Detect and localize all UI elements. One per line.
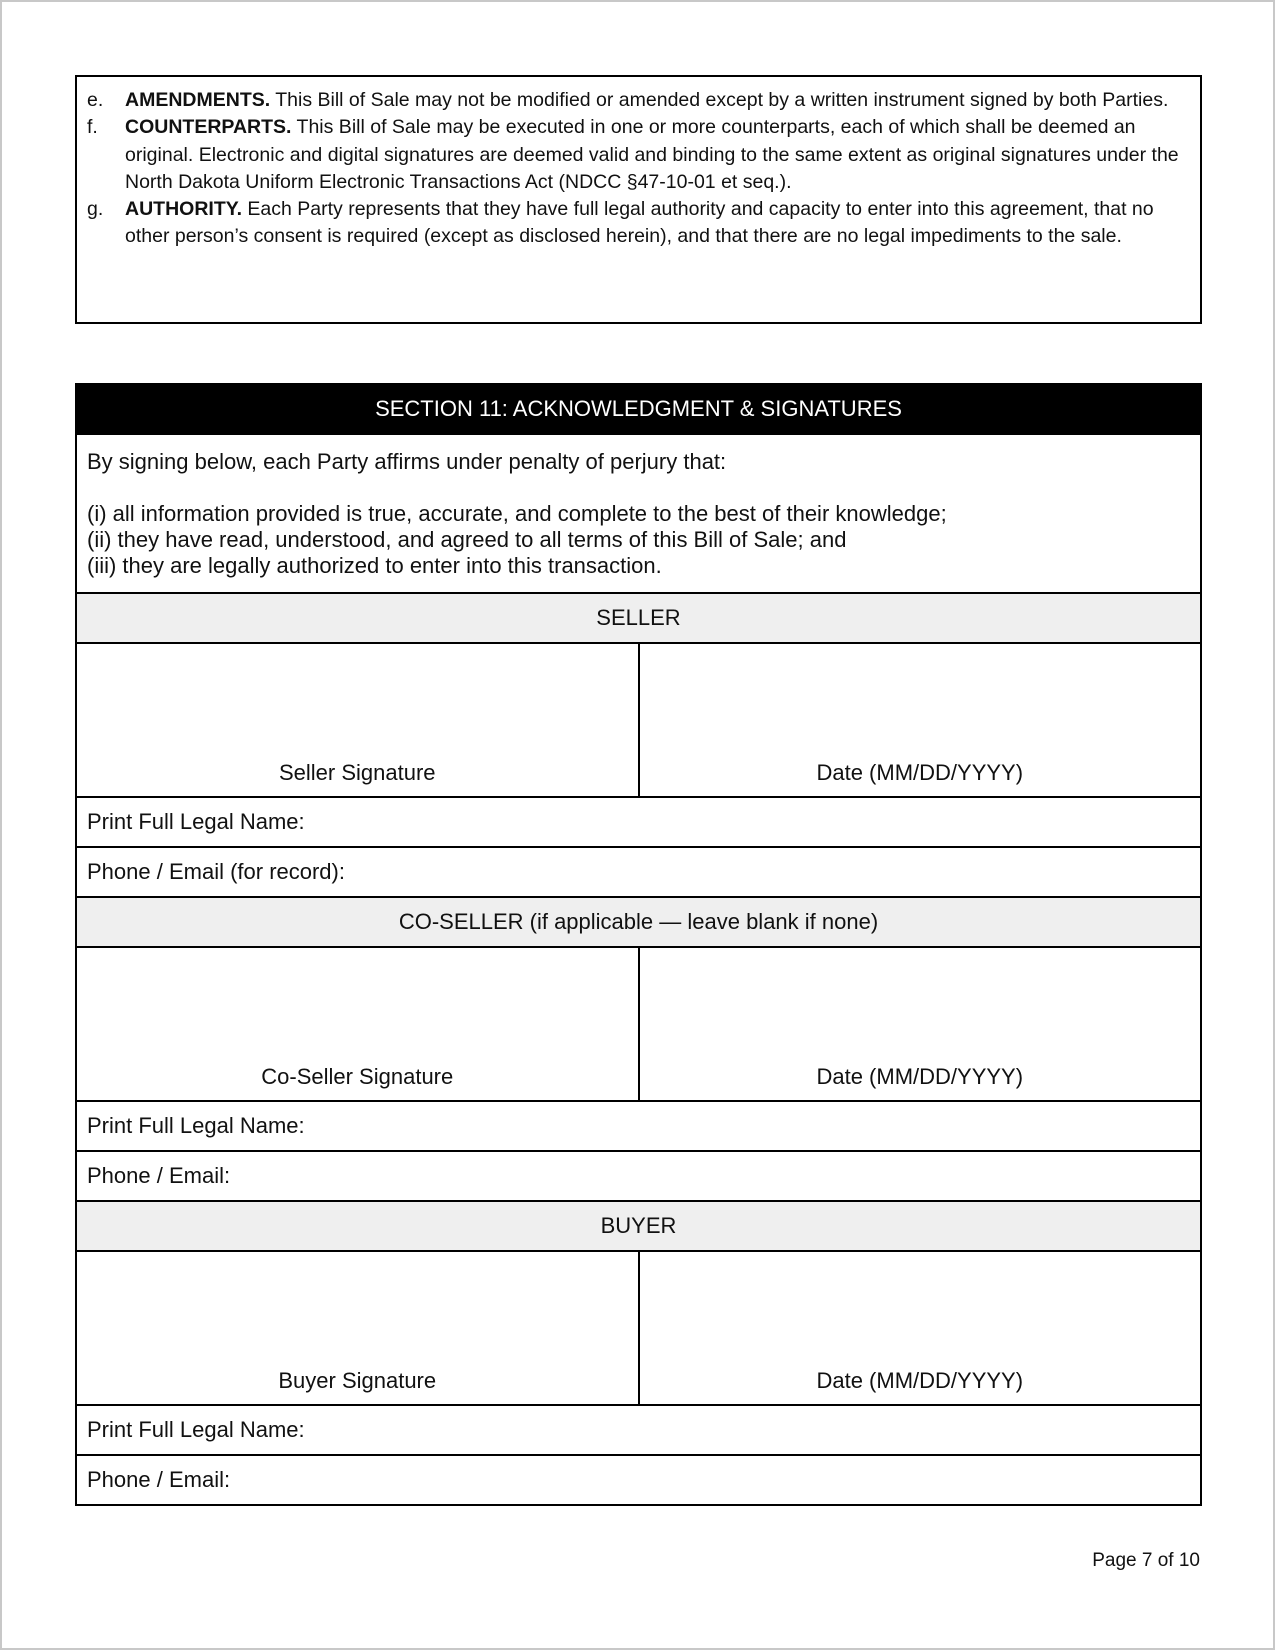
seller-heading: SELLER: [77, 592, 1200, 642]
clause-title: AMENDMENTS.: [125, 89, 271, 111]
clause-letter: g.: [87, 198, 104, 221]
coseller-name-field[interactable]: [77, 1100, 1200, 1150]
coseller-signature-row: [77, 946, 1200, 1100]
coseller-contact-label: Phone / Email:: [87, 1163, 231, 1188]
buyer-signature-field[interactable]: [77, 1252, 640, 1404]
coseller-contact-field[interactable]: [77, 1150, 1200, 1200]
buyer-signature-row: [77, 1250, 1200, 1404]
affirmation-item: (i) all information provided is true, accurate, and complete to the best of their knowledge;: [87, 501, 947, 526]
coseller-heading: CO-SELLER (if applicable — leave blank if none): [77, 896, 1200, 946]
section-title: SECTION 11: ACKNOWLEDGMENT & SIGNATURES: [77, 385, 1200, 433]
seller-signature-field[interactable]: [77, 644, 640, 796]
clause-amendments: [87, 87, 1190, 114]
affirmation-item: (iii) they are legally authorized to enter into this transaction.: [87, 553, 662, 578]
buyer-contact-field[interactable]: [77, 1454, 1200, 1504]
clause-counterparts: [87, 114, 1190, 196]
buyer-date-field[interactable]: [640, 1252, 1201, 1404]
buyer-name-field[interactable]: [77, 1404, 1200, 1454]
coseller-date-field[interactable]: [640, 948, 1201, 1100]
seller-contact-label: Phone / Email (for record):: [87, 859, 345, 884]
coseller-date-label: Date (MM/DD/YYYY): [816, 1064, 1024, 1089]
page-number: Page 7 of 10: [1092, 1550, 1200, 1571]
buyer-date-label: Date (MM/DD/YYYY): [816, 1368, 1024, 1393]
buyer-signature-label: Buyer Signature: [278, 1368, 437, 1393]
clause-body: This Bill of Sale may not be modified or amended except by a written instrument signed by both Parties.: [270, 89, 1169, 111]
clause-letter: e.: [87, 89, 104, 111]
affirmation-text: [77, 433, 1200, 592]
seller-date-label: Date (MM/DD/YYYY): [816, 760, 1024, 785]
clause-title: COUNTERPARTS.: [125, 116, 292, 139]
buyer-contact-label: Phone / Email:: [87, 1467, 231, 1492]
clause-body: This Bill of Sale may be executed in one or more counterparts, each of which shall be deemed an original. Electronic and digital signatures are deemed valid and binding to the same extent as original signatures under the North Dakota Uniform Electronic Transactions Act (NDCC §47-10-01 et seq.).: [125, 116, 1179, 193]
affirmation-item: (ii) they have read, understood, and agreed to all terms of this Bill of Sale; and: [87, 527, 847, 552]
clause-authority: [87, 196, 1190, 251]
clause-letter: f.: [87, 116, 98, 139]
seller-name-field[interactable]: [77, 796, 1200, 846]
seller-signature-label: Seller Signature: [278, 760, 436, 785]
general-provisions-clauses: [75, 75, 1202, 324]
seller-signature-row: [77, 642, 1200, 796]
coseller-name-label: Print Full Legal Name:: [87, 1113, 305, 1138]
buyer-name-label: Print Full Legal Name:: [87, 1417, 305, 1442]
buyer-heading: BUYER: [77, 1200, 1200, 1250]
coseller-signature-label: Co-Seller Signature: [261, 1064, 454, 1089]
signature-section: [75, 383, 1202, 1506]
seller-name-label: Print Full Legal Name:: [87, 809, 305, 834]
affirmation-intro: By signing below, each Party affirms under penalty of perjury that:: [87, 449, 727, 474]
clause-text: [125, 196, 1190, 251]
clause-text: [125, 114, 1190, 196]
clause-text: [125, 87, 1190, 114]
seller-date-field[interactable]: [640, 644, 1201, 796]
seller-contact-field[interactable]: [77, 846, 1200, 896]
clause-body: Each Party represents that they have full legal authority and capacity to enter into this agreement, that no other person’s consent is required (except as disclosed herein), and that there are no legal impediments to the sale.: [125, 198, 1154, 248]
clause-title: AUTHORITY.: [125, 198, 242, 221]
coseller-signature-field[interactable]: [77, 948, 640, 1100]
